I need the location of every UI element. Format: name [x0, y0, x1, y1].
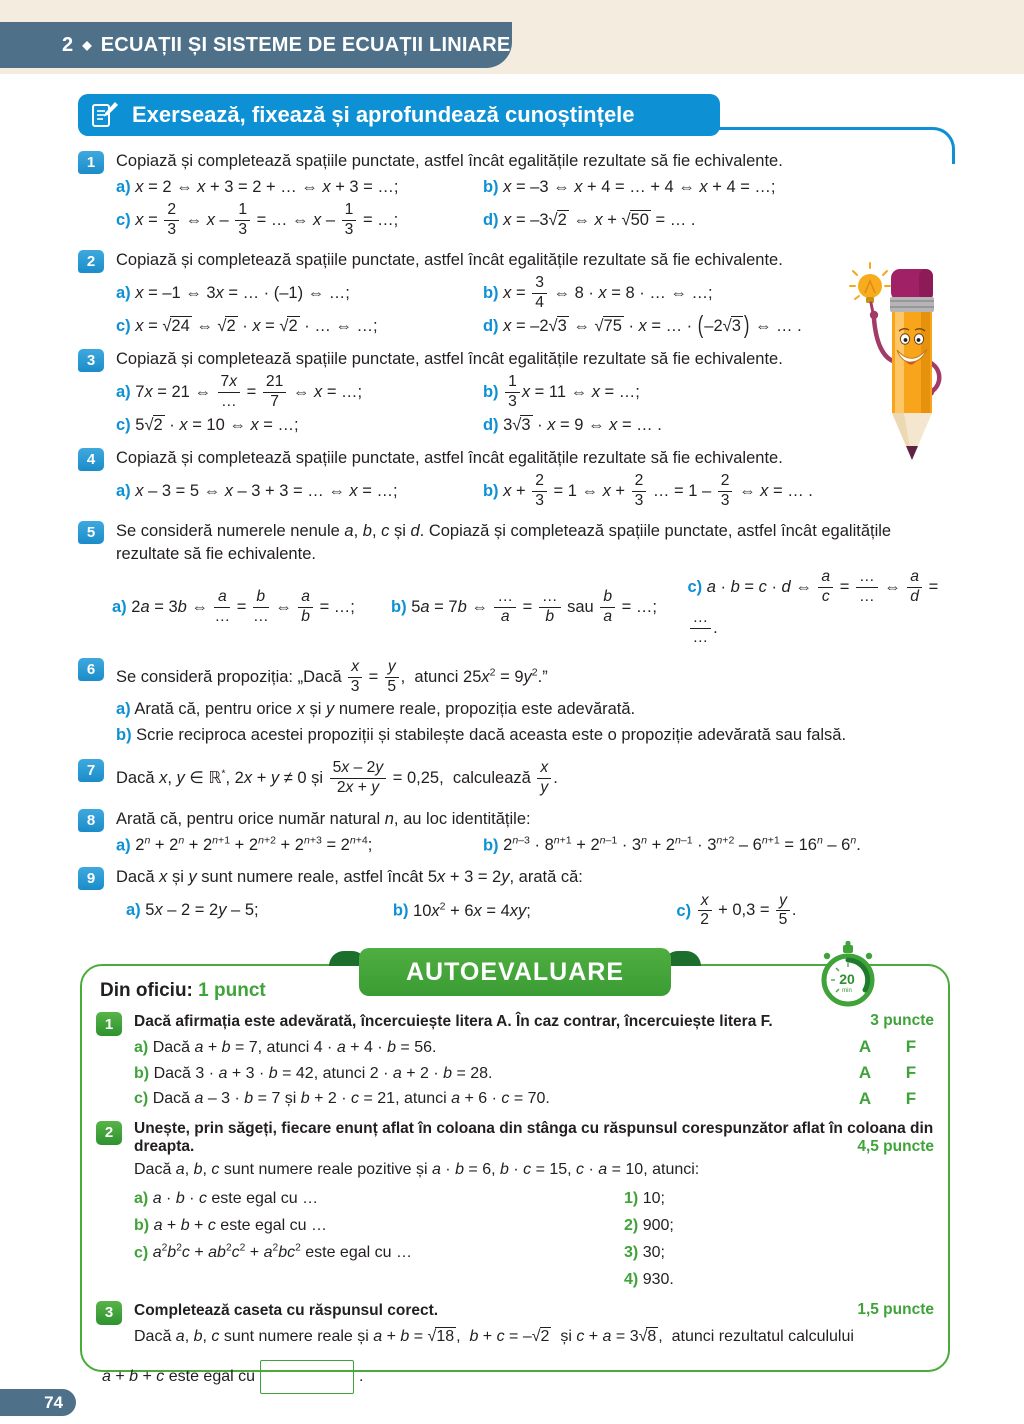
page-number: 74: [44, 1392, 63, 1412]
points-badge: 1,5 puncte: [857, 1300, 934, 1318]
exercise-item: b) x + $\frac{2}{3}$ = 1 ⇔ x + $\frac{2}{3}$ … = 1 – $\frac{2}{3}$ ⇔ x = … .: [482, 471, 813, 509]
exercise-item: a) x = –1 ⇔ 3x = … · (–1) ⇔ …;: [116, 283, 350, 302]
problem-title-row: 1,5 puncte Completează caseta cu răspunsul corect.: [134, 1300, 934, 1319]
match-left-item[interactable]: a) a · b · c este egal cu …: [134, 1189, 319, 1207]
exercise-item: b) $\frac{1}{3}$ x = 11 ⇔ x = …;: [482, 372, 640, 410]
choice-f[interactable]: F: [905, 1088, 917, 1108]
self-evaluation-box: [80, 957, 950, 1385]
autoevaluare-ribbon: AUTOEVALUARE: [359, 948, 671, 996]
exercise-number-badge: 4: [78, 448, 104, 471]
exercise-number-badge: 8: [78, 809, 104, 832]
selfeval-problem-1: [96, 1011, 934, 1111]
exercise-item: c) a · b = c · d ⇔ $\frac{a}{c}$ = … … ⇔ $\frac{a}{d}$ = … … .: [687, 567, 939, 646]
exercise-statement: Copiază și completează spațiile punctate, astfel încât egalitățile rezultate să fie echivalente.: [116, 448, 783, 467]
exercise-item: a) 5x – 2 = 2y – 5;: [126, 901, 259, 920]
exercise-item: a) 2a = 3b ⇔ a … = b … ⇔ $\frac{a}{b}$ = …;: [112, 588, 355, 626]
match-right-item[interactable]: 2) 900;: [624, 1216, 674, 1234]
exercise-item: a) x – 3 = 5 ⇔ x – 3 + 3 = … ⇔ x = …;: [116, 481, 398, 500]
exercise-item: c) $\frac{x}{2}$ + 0,3 = $\frac{y}{5}$ .: [676, 891, 797, 929]
section-banner: [78, 94, 720, 136]
problem-number-badge: 1: [96, 1012, 122, 1036]
exercise-item: b) $10x^2 + 6x = 4xy$;: [392, 900, 531, 920]
exercise-number-badge: 5: [78, 521, 104, 544]
exercise-item: d) 3√3 · x = 9 ⇔ x = … .: [482, 416, 662, 435]
exercise-number-badge: 3: [78, 349, 104, 372]
exercise-item: b) x = $\frac{3}{4}$ ⇔ 8 · x = 8 · … ⇔ …;: [482, 274, 713, 311]
exercise-6: [78, 657, 950, 751]
match-right-item[interactable]: 3) 30;: [624, 1243, 665, 1261]
match-left-item[interactable]: c) $a^2b^2c + ab^2c^2 + a^2bc^2$ este egal cu …: [134, 1242, 412, 1262]
exercise-item: b) 5a = 7b ⇔ … a = … b sau $\frac{b}{a}$ = …;: [391, 588, 657, 626]
exercise-item: c) x = $\frac{2}{3}$ ⇔ x – $\frac{1}{3}$ = … ⇔ x – $\frac{1}{3}$ = …;: [116, 201, 399, 239]
exercise-1: [78, 150, 950, 241]
exercise-4: [78, 447, 950, 512]
exercise-number-badge: 1: [78, 151, 104, 174]
exercise-statement: Se consideră propoziția: „Dacă $\frac{x}{3}$ = $\frac{y}{5}$ , atunci $25x^2 = 9y^2$.”: [116, 657, 548, 695]
problem-title-row: 3 puncte Dacă afirmația este adevărată, încercuiește litera A. În caz contrar, încercuiește litera F.: [134, 1012, 934, 1030]
exercise-9: [78, 866, 950, 931]
exercise-item: a) 7x = 21 ⇔ 7x … = $\frac{21}{7}$ ⇔ x = …;: [116, 372, 363, 410]
true-false-item: c) Dacă a – 3 · b = 7 și b + 2 · c = 21, atunci a + 6 · c = 70. A F: [134, 1088, 934, 1111]
exercise-item: b) $2^{n-3} \cdot 8^{n+1} + 2^{n-1} \cdot 3^n + 2^{n-1} \cdot 3^{n+2} - 6^{n+1} = 16^n - 6^n$.: [482, 834, 861, 855]
exercise-statement: Arată că, pentru orice număr natural n, au loc identitățile:: [116, 810, 531, 829]
choice-a[interactable]: A: [858, 1036, 872, 1056]
choice-f[interactable]: F: [905, 1062, 917, 1082]
problem-intro: Dacă a, b, c sunt numere reale pozitive și a · b = 6, b · c = 15, c · a = 10, atunci:: [134, 1160, 700, 1178]
problem-answer-line: a + b + c este egal cu .: [102, 1360, 934, 1394]
exercise-item: d) x = –2√3 ⇔ √75 · x = … · (–2√3 ) ⇔ … .: [482, 312, 802, 340]
svg-text:min: min: [842, 988, 852, 994]
notepad-pencil-icon: [90, 100, 120, 130]
exercise-item: c) x = √24 ⇔ √2 · x = √2 · … ⇔ …;: [116, 317, 378, 336]
exercise-number-badge: 7: [78, 759, 104, 782]
stopwatch-icon: [816, 939, 880, 1011]
exercise-item: c) 5√2 · x = 10 ⇔ x = …;: [116, 416, 299, 435]
exercise-2: [78, 249, 950, 340]
true-false-item: a) Dacă a + b = 7, atunci 4 · a + 4 · b = 56. A F: [134, 1036, 934, 1059]
problem-number-badge: 2: [96, 1121, 122, 1145]
choice-a[interactable]: A: [858, 1062, 872, 1082]
problem-text: Dacă a, b, c sunt numere reale și a + b = √18 , b + c = –√2 și c + a = 3√8 , atunci rezultatul calculului: [134, 1327, 854, 1345]
problem-number-badge: 3: [96, 1301, 122, 1325]
exercise-3: [78, 348, 950, 439]
exercise-number-badge: 9: [78, 867, 104, 890]
diamond-icon: ◆: [82, 38, 92, 52]
points-badge: 3 puncte: [870, 1012, 934, 1029]
exercise-item: d) x = –3√2 ⇔ x + √50 = … .: [482, 210, 696, 229]
answer-box[interactable]: [260, 1360, 354, 1394]
match-right-item[interactable]: 4) 930.: [624, 1270, 674, 1288]
match-right-item[interactable]: 1) 10;: [624, 1189, 665, 1207]
match-left-column: [134, 1185, 624, 1293]
problem-title-row: Unește, prin săgeți, fiecare enunț aflat în coloana din stânga cu răspunsul corespunzător aflat în coloana din dreapta. 4,5 puncte: [134, 1119, 934, 1155]
chapter-header: [0, 22, 512, 68]
exercise-list: [78, 150, 950, 939]
exercise-number-badge: 6: [78, 658, 104, 681]
true-false-item: b) Dacă 3 · a + 3 · b = 42, atunci 2 · a + 2 · b = 28. A F: [134, 1062, 934, 1085]
exercise-statement: Dacă x și y sunt numere reale, astfel încât 5x + 3 = 2y, arată că:: [116, 868, 583, 887]
exercise-item: a) $2^n + 2^n + 2^{n+1} + 2^{n+2} + 2^{n+3} = 2^{n+4}$;: [116, 834, 373, 855]
exercise-number-badge: 2: [78, 250, 104, 273]
points-badge: 4,5 puncte: [857, 1137, 934, 1155]
din-oficiu: Din oficiu: 1 punct: [100, 980, 266, 1001]
exercise-5: [78, 520, 950, 649]
exercise-statement: Copiază și completează spațiile punctate, astfel încât egalitățile rezultate să fie echivalente.: [116, 250, 783, 269]
chapter-number: 2: [62, 33, 74, 56]
match-left-item[interactable]: b) a + b + c este egal cu …: [134, 1216, 328, 1234]
page-number-tab: [0, 1389, 76, 1416]
choice-f[interactable]: F: [905, 1036, 917, 1056]
section-banner-title: Exersează, fixează și aprofundează cunoștințele: [132, 102, 635, 127]
choice-a[interactable]: A: [858, 1088, 872, 1108]
exercise-item: b) x = –3 ⇔ x + 4 = … + 4 ⇔ x + 4 = …;: [482, 177, 776, 196]
exercise-8: [78, 808, 950, 858]
exercise-item: a) x = 2 ⇔ x + 3 = 2 + … ⇔ x + 3 = …;: [116, 177, 399, 196]
svg-text:20: 20: [839, 971, 855, 987]
exercise-statement: Copiază și completează spațiile punctate, astfel încât egalitățile rezultate să fie echivalente.: [116, 349, 783, 368]
exercise-statement: Copiază și completează spațiile punctate, astfel încât egalitățile rezultate să fie echivalente.: [116, 152, 783, 170]
match-right-column: [624, 1185, 934, 1293]
selfeval-problem-3: [96, 1300, 934, 1394]
chapter-title: ECUAȚII ȘI SISTEME DE ECUAȚII LINIARE: [100, 33, 511, 56]
exercise-statement: Dacă x, y ∈ ℝ*, 2x + y ≠ 0 și $\frac{5x - 2y}{2x + y}$ = 0,25, calculează $\frac{x}{y}$ .: [116, 759, 558, 797]
exercise-7: [78, 758, 950, 800]
exercise-item: b) Scrie reciproca acestei propoziții și stabilește dacă aceasta este o propoziție adevărată sau falsă.: [116, 726, 847, 745]
self-evaluation-content: [82, 966, 948, 1394]
exercise-statement: Se consideră numerele nenule a, b, c și d. Copiază și completează spațiile punctate, astfel încât egalitățile rezultate să fie echivalente.: [116, 521, 892, 563]
selfeval-problem-2: [96, 1120, 934, 1293]
exercise-item: a) Arată că, pentru orice x și y numere reale, propoziția este adevărată.: [116, 700, 636, 719]
